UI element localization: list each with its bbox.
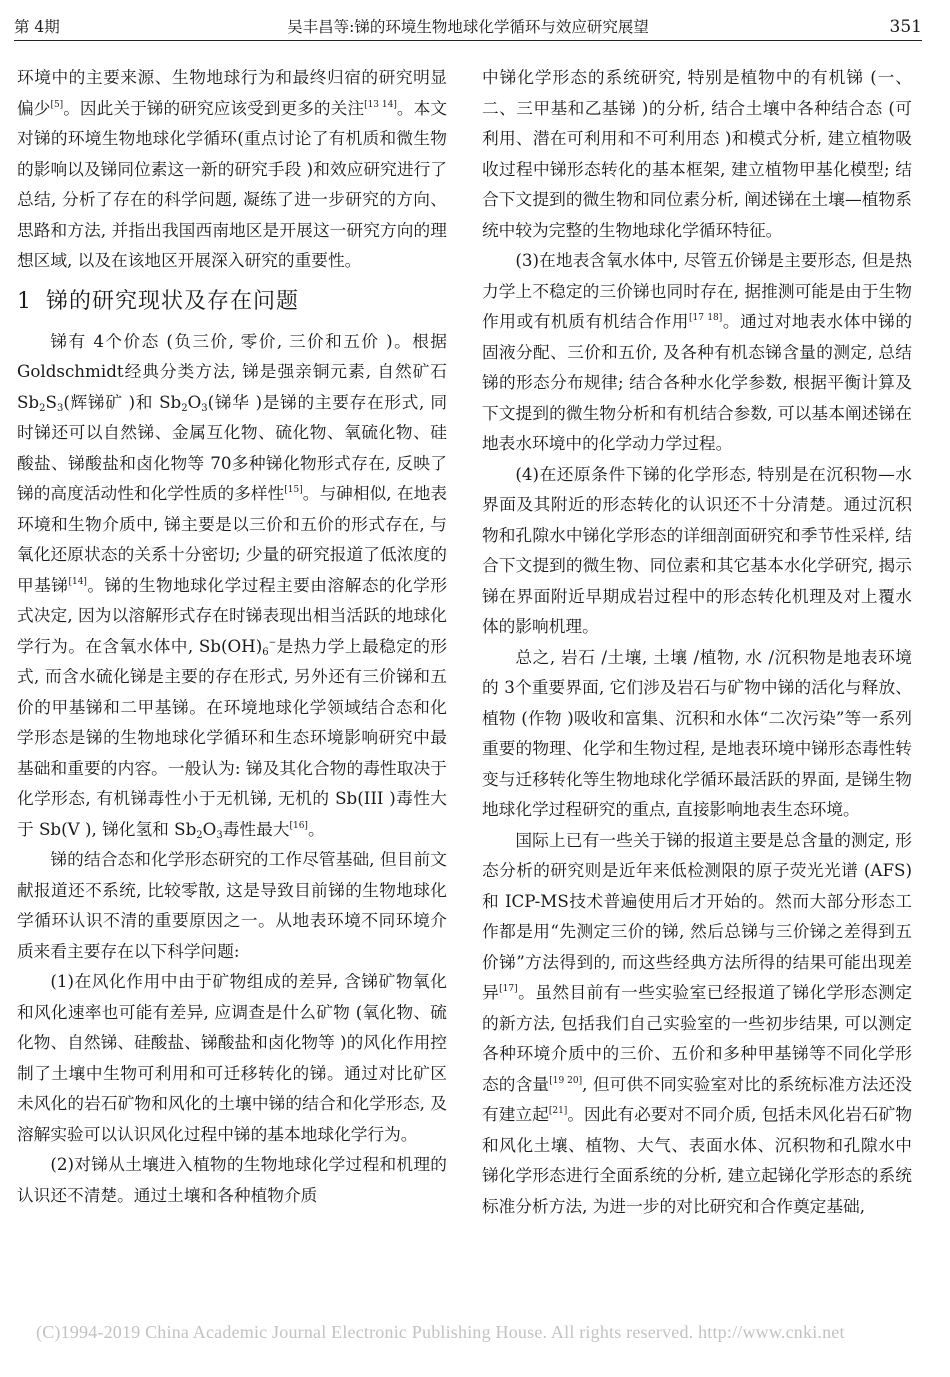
citation: [21]	[548, 1106, 568, 1116]
paragraph: 中锑化学形态的系统研究, 特别是植物中的有机锑 (一、二、三甲基和乙基锑 )的分析, 结合土壤中各种结合态 (可利用、潜在可利用和不可利用态 )和模式分析, 建立植物吸收过程中锑形态转化的基本框架, 建立植物甲基化模型; 结合下文提到的微生物和同位素分析, 阐述锑在土壤—植物系统中较为完整的生物地球化学循环特征。	[482, 67, 912, 240]
right-column	[482, 62, 912, 1221]
section-number: 1	[17, 288, 32, 314]
citation: [17 18]	[688, 313, 723, 323]
paragraph: (2)对锑从土壤进入植物的生物地球化学过程和机理的认识还不清楚。通过土壤和各种植物介质	[17, 1154, 447, 1205]
paragraph: 总之, 岩石 /土壤, 土壤 /植物, 水 /沉积物是地表环境的 3个重要界面, 它们涉及岩石与矿物中锑的活化与释放、植物 (作物 )吸收和富集、沉积和水体“二次污染”等一系列重要的物理、化学和生物过程, 是地表环境中锑形态毒性转变与迁移转化等生物地球化学循环最活跃的界面, 是锑生物地球化学过程研究的重点, 直接影响地表生态环境。	[482, 646, 912, 819]
citation: [14]	[68, 576, 87, 587]
citation: [19 20]	[549, 1075, 583, 1086]
citation: [16]	[289, 820, 308, 831]
paragraph: (1)在风化作用中由于矿物组成的差异, 含锑矿物氧化和风化速率也可能有差异, 应调查是什么矿物 (氧化物、硫化物、自然锑、硅酸盐、锑酸盐和卤化物等 )的风化作用控制了土壤中生物可利用和可迁移转化的锑。通过对比矿区未风化的岩石矿物和风化的土壤中锑的结合和化学形态, 及溶解实验可以认识风化过程中锑的基本地球化学行为。	[17, 971, 447, 1144]
running-title: 吴丰昌等:锑的环境生物地球化学循环与效应研究展望	[287, 18, 649, 36]
copyright-watermark: (C)1994-2019 China Academic Journal Electronic Publishing House. All rights reserved. http://www.cnki.net	[36, 1322, 845, 1342]
paragraph: 国际上已有一些关于锑的报道主要是总含量的测定, 形态分析的研究则是近年来低检测限的原子荧光光谱 (AFS)和 ICP-MS技术普遍使用后才开始的。然而大部分形态工作都是用“先测定三价的锑, 然后总锑与三价锑之差得到五价锑”方法得到的, 而这些经典方法所得的结果可能出现差异[17]。虽然目前有一些实验室已经报道了锑化学形态测定的新方法, 包括我们自己实验室的一些初步结果, 可以测定各种环境介质中的三价、五价和多种甲基锑等不同化学形态的含量[19 20], 但可供不同实验室对比的系统标准方法还没有建立起[21]。因此有必要对不同介质, 包括未风化岩石矿物和风化土壤、植物、大气、表面水体、沉积物和孔隙水中锑化学形态进行全面系统的分析, 建立起锑化学形态的系统标准分析方法, 为进一步的对比研究和合作奠定基础,	[482, 829, 913, 1216]
citation: [13 14]	[364, 99, 397, 110]
paragraph: 锑的结合态和化学形态研究的工作尽管基础, 但目前文献报道还不系统, 比较零散, 这是导致目前锑的生物地球化学循环认识不清的重要原因之一。从地表环境不同环境介质来看主要存在以下科学问题:	[17, 849, 447, 961]
citation: [5]	[50, 99, 64, 110]
section-heading	[17, 282, 447, 322]
paragraph: (3)在地表含氧水体中, 尽管五价锑是主要形态, 但是热力学上不稳定的三价锑也同时存在, 据推测可能是由于生物作用或有机质有机结合作用[17 18]。通过对地表水体中锑的固液分配、三价和五价, 及各种有机态锑含量的测定, 总结锑的形态分布规律; 结合各种水化学参数, 根据平衡计算及下文提到的微生物分析和有机结合参数, 可以基本阐述锑在地表水环境中的化学动力学过程。	[482, 250, 913, 453]
running-header	[14, 14, 922, 41]
left-column	[17, 62, 447, 1210]
paragraph: 环境中的主要来源、生物地球行为和最终归宿的研究明显偏少[5]。因此关于锑的研究应该受到更多的关注[13 14]。本文对锑的环境生物地球化学循环(重点讨论了有机质和微生物的影响以及锑同位素这一新的研究手段 )和效应研究进行了总结, 分析了存在的科学问题, 凝练了进一步研究的方向、思路和方法, 并指出我国西南地区是开展这一研究方向的理想区域, 以及在该地区开展深入研究的重要性。	[17, 67, 448, 270]
paragraph: 锑有 4个价态 (负三价, 零价, 三价和五价 )。根据 Goldschmidt经典分类方法, 锑是强亲铜元素, 自然矿石 $Sb_2S_3$(辉锑矿 )和 $Sb_2O_3$(锑华 )是锑的主要存在形式, 同时锑还可以自然锑、金属互化物、硫化物、氧硫化物、硅酸盐、锑酸盐和卤化物等 70多种锑化物形式存在, 反映了锑的高度活动性和化学性质的多样性[15]。与砷相似, 在地表环境和生物介质中, 锑主要是以三价和五价的形式存在, 与氧化还原状态的关系十分密切; 少量的研究报道了低浓度的甲基锑[14]。锑的生物地球化学过程主要由溶解态的化学形式决定, 因为以溶解形式存在时锑表现出相当活跃的地球化学行为。在含氧水体中, $Sb(OH)_6^-$是热力学上最稳定的形式, 而含水硫化锑是主要的存在形式, 另外还有三价锑和五价的甲基锑和二甲基锑。在环境地球化学领域结合态和化学形态是锑的生物地球化学循环和生态环境影响研究中最基础和重要的内容。一般认为: 锑及其化合物的毒性取决于化学形态, 有机锑毒性小于无机锑, 无机的 Sb(III )毒性大于 Sb(V ), 锑化氢和 $Sb_2O_3$毒性最大[16]。	[17, 330, 448, 841]
citation: [15]	[284, 485, 303, 495]
page-number: 351	[889, 17, 922, 37]
issue-label: 第 4期	[14, 18, 60, 36]
section-title: 锑的研究现状及存在问题	[46, 288, 300, 314]
paragraph: (4)在还原条件下锑的化学形态, 特别是在沉积物—水界面及其附近的形态转化的认识还不十分清楚。通过沉积物和孔隙水中锑化学形态的详细剖面研究和季节性采样, 结合下文提到的微生物、同位素和其它基本水化学研究, 揭示锑在界面附近早期成岩过程中的形态转化机理及对上覆水体的影响机理。	[482, 463, 912, 636]
citation: [17]	[499, 984, 518, 994]
